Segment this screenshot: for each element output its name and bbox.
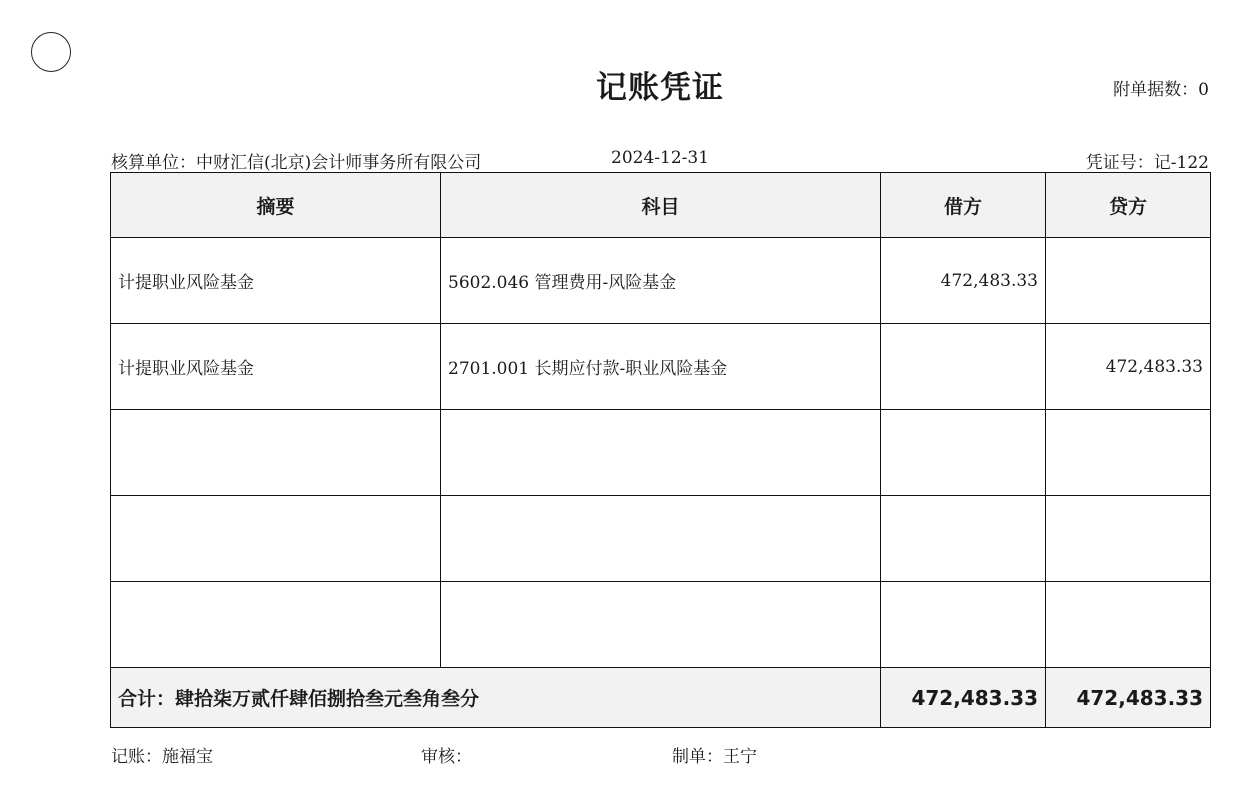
row-account: 2701.001 长期应付款-职业风险基金 bbox=[441, 324, 881, 410]
row-account: 5602.046 管理费用-风险基金 bbox=[441, 238, 881, 324]
voucher-number: 凭证号：记-122 bbox=[1085, 153, 1209, 173]
total-credit: 472,483.33 bbox=[1046, 668, 1211, 728]
row-debit: 472,483.33 bbox=[881, 238, 1046, 324]
row-summary bbox=[111, 410, 441, 496]
row-account bbox=[441, 582, 881, 668]
row-account bbox=[441, 496, 881, 582]
maker-signature: 制单：王宁 bbox=[672, 747, 757, 767]
header-debit: 借方 bbox=[881, 173, 1046, 238]
row-summary bbox=[111, 496, 441, 582]
attachment-count: 附单据数：0 bbox=[1113, 80, 1209, 100]
table-row bbox=[111, 496, 1211, 582]
table-header-row bbox=[111, 173, 1211, 238]
row-account bbox=[441, 410, 881, 496]
row-debit bbox=[881, 324, 1046, 410]
voucher-table bbox=[110, 172, 1211, 728]
header-summary: 摘要 bbox=[111, 173, 441, 238]
voucher-title: 记账凭证 bbox=[596, 70, 724, 106]
total-row bbox=[111, 668, 1211, 728]
table-row bbox=[111, 410, 1211, 496]
row-summary bbox=[111, 582, 441, 668]
table-row bbox=[111, 582, 1211, 668]
binding-hole bbox=[31, 32, 71, 72]
row-summary: 计提职业风险基金 bbox=[111, 238, 441, 324]
row-debit bbox=[881, 582, 1046, 668]
row-credit bbox=[1046, 238, 1211, 324]
row-credit bbox=[1046, 410, 1211, 496]
header-credit: 贷方 bbox=[1046, 173, 1211, 238]
total-label: 合计：肆拾柒万贰仟肆佰捌拾叁元叁角叁分 bbox=[111, 668, 881, 728]
row-summary: 计提职业风险基金 bbox=[111, 324, 441, 410]
header-account: 科目 bbox=[441, 173, 881, 238]
row-credit bbox=[1046, 582, 1211, 668]
row-credit bbox=[1046, 496, 1211, 582]
table-row bbox=[111, 238, 1211, 324]
voucher-date: 2024-12-31 bbox=[611, 148, 710, 168]
table-row bbox=[111, 324, 1211, 410]
row-debit bbox=[881, 496, 1046, 582]
accounting-unit: 核算单位：中财汇信(北京)会计师事务所有限公司 bbox=[111, 153, 482, 173]
row-debit bbox=[881, 410, 1046, 496]
row-credit: 472,483.33 bbox=[1046, 324, 1211, 410]
total-debit: 472,483.33 bbox=[881, 668, 1046, 728]
bookkeeper-signature: 记账：施福宝 bbox=[111, 747, 213, 767]
reviewer-signature: 审核： bbox=[421, 747, 472, 767]
